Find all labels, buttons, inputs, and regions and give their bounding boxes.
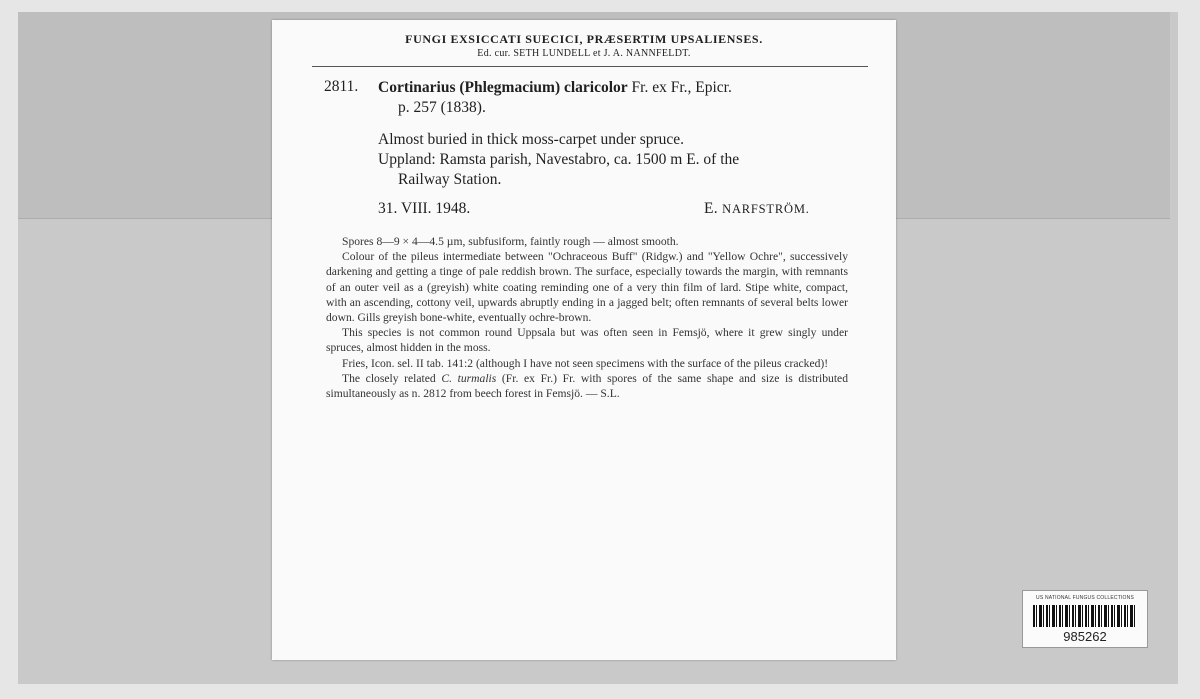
notes-related: [326, 371, 848, 401]
collector-initial: E.: [704, 200, 723, 217]
taxon-citation-page: p. 257 (1838).: [398, 99, 486, 116]
notes-occurrence: This species is not common round Uppsala but was often seen in Femsjö, where it grew singly under spruces, almost hidden in the moss.: [326, 326, 848, 355]
notes-description: Colour of the pileus intermediate between "Ochraceous Buff" (Ridgw.) and "Yellow Ochre", successively darkening and getting a tinge of pale reddish brown. The surface, especially towards the margin, with remnants of an outer veil as a (greyish) white coating reminding one of a very thin film of lard. Stipe white, compact, with an ascending, cottony veil, upwards abruptly ending in a jagged belt; often remnants of several belts lower down. Gills greyish bone-white, eventually ochre-brown.: [326, 250, 848, 325]
entry-title: [378, 78, 848, 118]
specimen-label: [272, 20, 896, 660]
notes-related-a: The closely related: [342, 371, 442, 385]
notes-spores: Spores 8—9 × 4—4.5 µm, subfusiform, faintly rough — almost smooth.: [342, 235, 679, 248]
collection-date: 31. VIII. 1948.: [378, 200, 471, 217]
barcode-label: [1022, 590, 1148, 648]
collector-name: NARFSTRÖM.: [722, 202, 810, 216]
barcode-icon: [1033, 605, 1137, 627]
notes-related-b: (Fr. ex Fr.) Fr. with spores of the same shape and size is distributed simultaneously as n. 2812 from beech forest in Femsjö. — S.L.: [326, 371, 849, 401]
locality-line-2: Railway Station.: [398, 171, 502, 188]
locality-line-1: Uppland: Ramsta parish, Navestabro, ca. 1500 m E. of the: [378, 151, 740, 168]
notes-related-taxon: C. turmalis: [441, 371, 497, 385]
taxon-citation: Fr. ex Fr., Epicr.: [627, 79, 732, 96]
header-divider: [312, 66, 868, 67]
notes-block: [326, 234, 848, 401]
collector: [704, 200, 810, 218]
locality-text: [378, 150, 848, 190]
editors-line: Ed. cur. SETH LUNDELL et J. A. NANNFELDT.: [477, 48, 691, 59]
barcode-caption: US NATIONAL FUNGUS COLLECTIONS: [1036, 595, 1134, 601]
habitat-text: Almost buried in thick moss-carpet under spruce.: [378, 131, 685, 148]
series-title: FUNGI EXSICCATI SUECICI, PRÆSERTIM UPSALIENSES.: [405, 32, 763, 46]
barcode-number: 985262: [1063, 629, 1107, 644]
notes-reference: Fries, Icon. sel. II tab. 141:2 (although I have not seen specimens with the surface of the pileus cracked)!: [342, 356, 829, 370]
entry-number: 2811.: [324, 78, 359, 95]
taxon-name: Cortinarius (Phlegmacium) claricolor: [378, 79, 628, 96]
